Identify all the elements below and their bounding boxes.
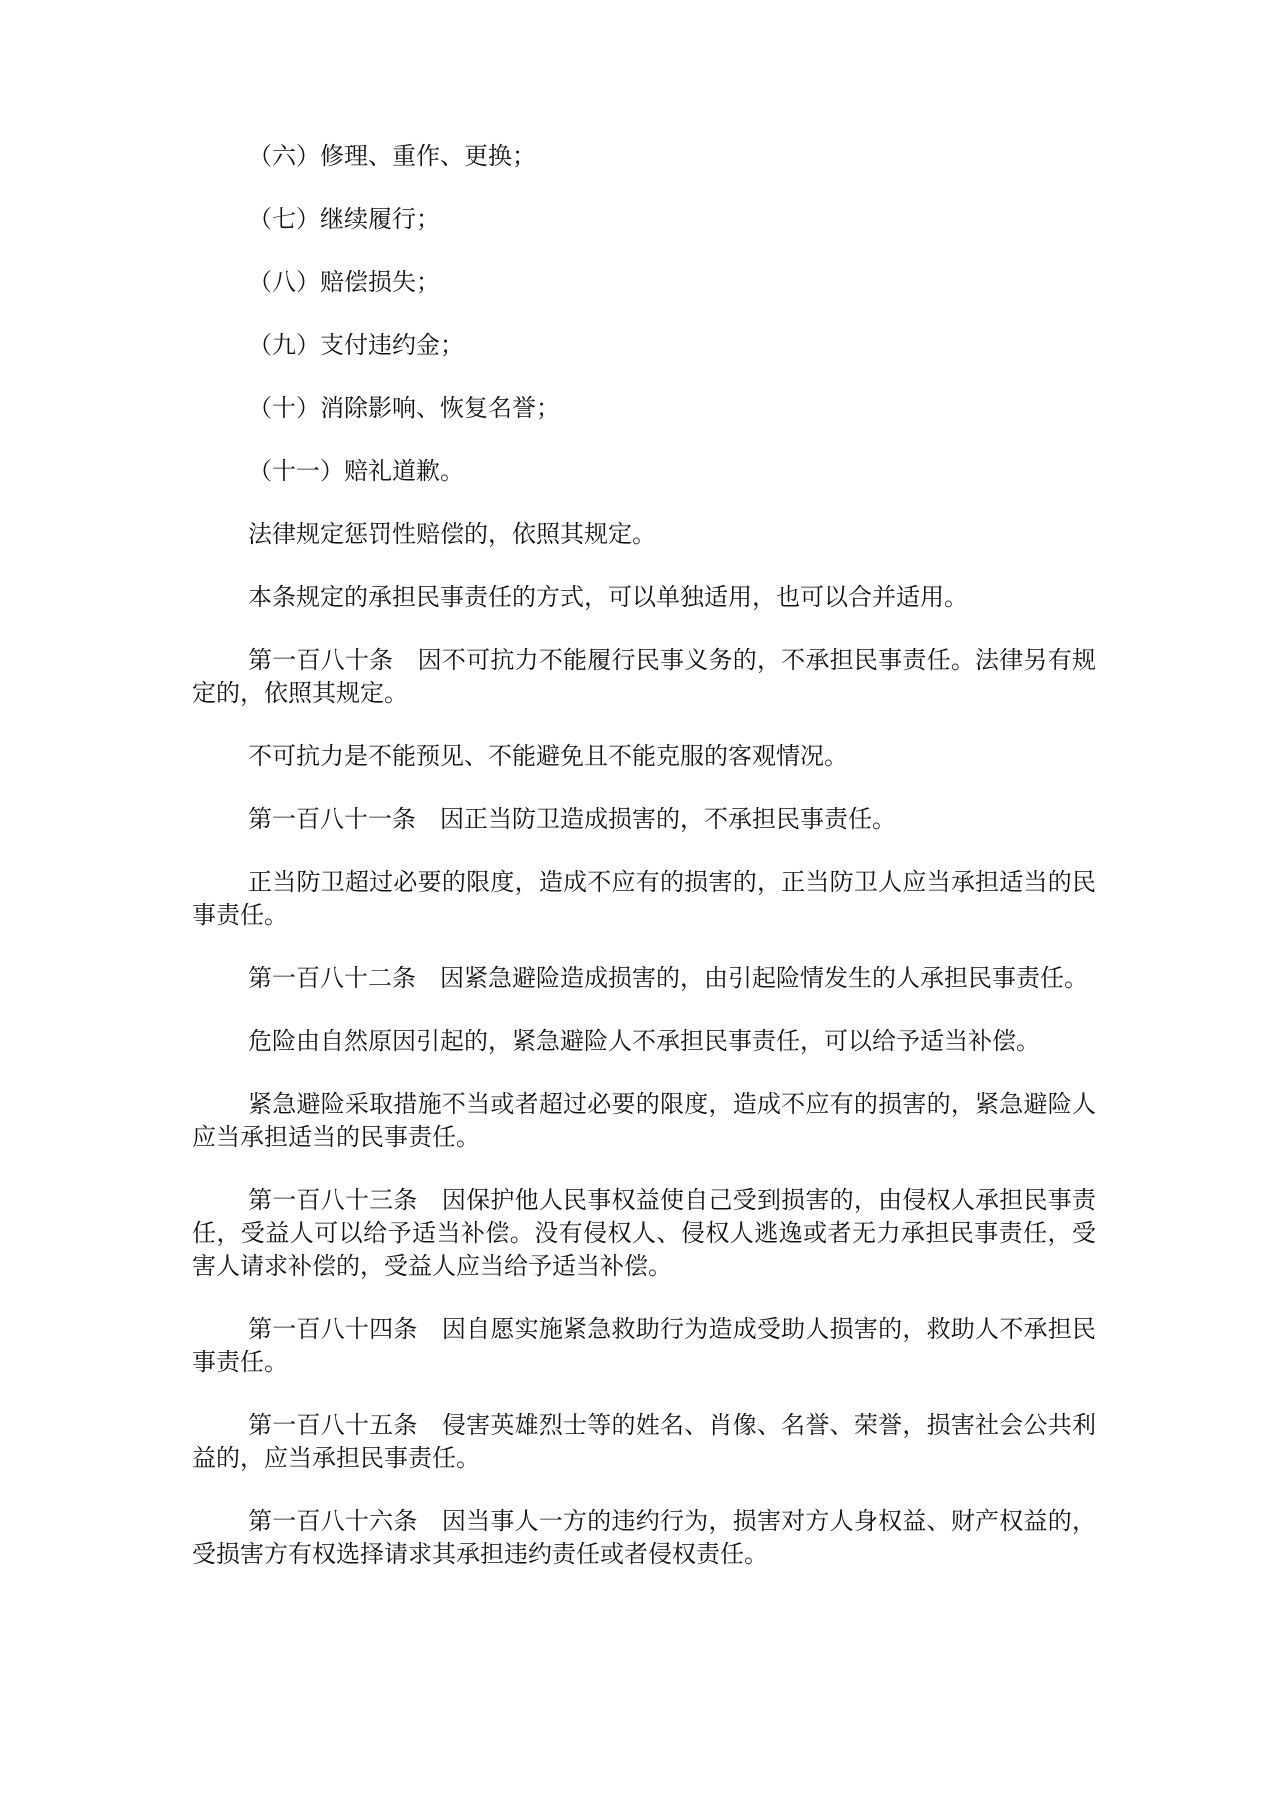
list-item-six: （六）修理、重作、更换；	[248, 142, 536, 170]
paragraph-punitive-damages: 法律规定惩罚性赔偿的，依照其规定。	[248, 520, 656, 548]
document-body	[192, 140, 1096, 1571]
paragraph-improper-avoidance: 紧急避险采取措施不当或者超过必要的限度，造成不应有的损害的，紧急避险人应当承担适当的民事责任。	[192, 1090, 1096, 1151]
article-183: 第一百八十三条 因保护他人民事权益使自己受到损害的，由侵权人承担民事责任，受益人可以给予适当补偿。没有侵权人、侵权人逃逸或者无力承担民事责任，受害人请求补偿的，受益人应当给予适当补偿。	[192, 1186, 1096, 1280]
list-item-nine: （九）支付违约金；	[248, 331, 464, 359]
list-item-eleven: （十一）赔礼道歉。	[248, 457, 464, 485]
list-item-eight: （八）赔偿损失；	[248, 268, 440, 296]
article-184: 第一百八十四条 因自愿实施紧急救助行为造成受助人损害的，救助人不承担民事责任。	[192, 1315, 1096, 1376]
paragraph-natural-danger: 危险由自然原因引起的，紧急避险人不承担民事责任，可以给予适当补偿。	[248, 1027, 1040, 1055]
list-item-seven: （七）继续履行；	[248, 205, 440, 233]
article-181: 第一百八十一条 因正当防卫造成损害的，不承担民事责任。	[248, 805, 896, 833]
paragraph-excessive-defense: 正当防卫超过必要的限度，造成不应有的损害的，正当防卫人应当承担适当的民事责任。	[192, 868, 1096, 929]
paragraph-liability-methods: 本条规定的承担民事责任的方式，可以单独适用，也可以合并适用。	[248, 583, 968, 611]
article-180: 第一百八十条 因不可抗力不能履行民事义务的，不承担民事责任。法律另有规定的，依照其规定。	[192, 646, 1096, 707]
article-186: 第一百八十六条 因当事人一方的违约行为，损害对方人身权益、财产权益的，受损害方有权选择请求其承担违约责任或者侵权责任。	[192, 1507, 1096, 1568]
paragraph-force-majeure-definition: 不可抗力是不能预见、不能避免且不能克服的客观情况。	[248, 742, 848, 770]
article-185: 第一百八十五条 侵害英雄烈士等的姓名、肖像、名誉、荣誉，损害社会公共利益的，应当承担民事责任。	[192, 1411, 1096, 1472]
article-182: 第一百八十二条 因紧急避险造成损害的，由引起险情发生的人承担民事责任。	[248, 964, 1088, 992]
list-item-ten: （十）消除影响、恢复名誉；	[248, 394, 560, 422]
